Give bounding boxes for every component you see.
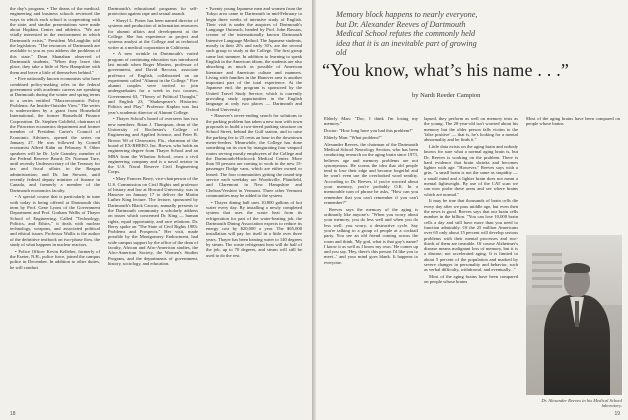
- left-page: [0, 0, 312, 420]
- paragraph: Little data exists on the aging brain and nobody knows for sure what a normal aging brain is, but Dr. Reeves is working on the problem. There is hard evidence that brain shrinks and becomes lighter with age. "However," Reeves says with a grin, "a small brain is not the same as stupidity — a small mind and a lighter brain does not mean a mental lightweight. By use of the CAT scan we can now probe these areas and see where brains which are normal.": [424, 143, 518, 197]
- paragraph: lapsed, they perform as well on memory tests as the young. The 20-year-old isn't worried about his memory but the older person falls victim to the 'false positive' — that is, he's looking for a mental abnormality and he finds it.": [424, 116, 518, 143]
- photo-figure-tie: [575, 301, 579, 327]
- photo-figure-hair: [564, 263, 590, 273]
- right-page: [316, 0, 628, 420]
- left-column-1: [10, 6, 100, 272]
- paragraph: • Mary Frances Berry, vice-chairperson of the U.S. Commission on Civil Rights and professor of history and law at Howard University, was in Hanover on January 17 to deliver the Martin Luther King lecture. The lecture, sponsored by Dartmouth's Black Caucus, annually presents to the Dartmouth community a scholarly address on issues which concerned Dr. King — human rights, equal opportunity, and race relations. Dr. Berry spoke on "The State of Civil Rights 1983: Problems and Prospects." Her visit, made possible by the Montgomery Endowment, had wide campus support by the office of the dean of faculty, African and Afro-American studies, the Afro-American Society, the Women's Studies Program, and the departments of government, history, sociology, and education.: [108, 176, 198, 266]
- portrait-photo: [526, 235, 622, 395]
- left-column-3: [206, 6, 302, 259]
- paragraph: Most of the aging brains have been compared on people whose brains: [526, 116, 620, 127]
- paragraph: Doctor: "How long have you had this problem?": [324, 128, 414, 134]
- paragraph: • Police Officer Kevin Kelleher, formerly of the Exeter, N.H., police force, joined the campus police in December. In addition to other duties, he will conduct: [10, 248, 100, 270]
- paragraph: Reeves says the memory of the aging is ordinarily like anyone's: "When you worry about your memory, you do less well and when you do less well, you worry, a destructive cycle. Say you're talking to a group of people at a cocktail party. You see an old friend coming across the room and think, 'My god, what is that guy's name? I know it as well as I know my own.' He comes up and you say, 'Hey, there's this person I'd like you to meet...' and your mind goes blank. It happens to everyone.: [324, 206, 418, 265]
- article-title: “You know, what’s his name . . .”: [322, 60, 570, 80]
- paragraph: • A new wrinkle in Dartmouth's varied program of continuing education was introduced last month when Roger Masters, professor of government, and David Baccara, associate professor of English, collaborated on an experiment called "Alumni in the College." Five alumni couples were invited to join undergraduates for a week in two courses, Government 63, "Theory of Political Thought," and English 23, "Shakespeare's Histories: Politics and Play." Professor Kaplan was last year's academic director of Alumni College.: [108, 51, 198, 115]
- right-column-3: [526, 116, 620, 230]
- paragraph: • A special course that is particularly in tune with today is being offered at Dartmouth this term by Prof. Gene Lyons of the Government Department and Prof. Graham Wallis of Thayer School of Engineering. Called "Technology, Politics, and Ethics," it deals with nuclear technology, weapons, and associated political and ethical issues. Professor Wallis is the author of the definitive textbook on two-phase flow, the study of what happens in nuclear reactors.: [10, 194, 100, 248]
- paragraph: • Twenty young Japanese men and women from the Tokyo area came to Dartmouth in mid-February to begin three weeks of intensive study of English. Their visit is under the auspices of Dartmouth's Language Outreach, headed by Prof. John Rassias, creator of the internationally known Dartmouth Intensive Language Method. The Japanese students, mostly in their 20's and early 30's, are the second such group to study at the College. The first group came last summer. In addition to learning to speak English in the American idiom, the students are also absorbing as much as possible of American literature and American culture and manners. Living with families in the Hanover area is another important part of the total experience. At the Japanese end, the program is sponsored by the United Travel Study Service, which is currently providing study opportunities in the English language at only two places — Dartmouth and Oxford University.: [206, 6, 302, 112]
- article-byline: by Nardi Reeder Campion: [412, 92, 481, 99]
- right-column-1: [324, 116, 418, 267]
- page-number-left: 18: [10, 411, 16, 417]
- page-number-right: 19: [614, 411, 620, 417]
- paragraph: • Hanover's never-ending search for solutions to the parking problem has taken a new turn with town proposals to build a two-tiered parking structure on School Street, behind the Gulf station, and to raise the parking fee to 25 cents an hour in the downtown meter-feeders. Meanwhile, the College has done something on its own by inaugurating four vanpool routes serving mostly employees of the College and the Dartmouth-Hitchcock Medical Center. More than 50 persons are coming to work in the new 15-passenger Dodge vans, which are either owned or leased. The four communities getting the round-trip service each weekday are Woodsville, Plainfield, and Claremont in New Hampshire and Chelsea/Vershire in Vermont. Three other Vermont communities may be added to the system.: [206, 113, 302, 198]
- paragraph: • Five nationally known economists who have combined policy-making roles in the federal government with academic careers are speaking at Dartmouth during the winter and spring terms in a series entitled "Macroeconomic Policy Problems: An Insider-Outsider View." The series is underwritten by a grant from Household International, the former Household Finance Corporation. Dr. Stephen Goldfeld, chairman of the Princeton economics department and former member of President Carter's Council of Economic Advisers, opened the series on January 27. He was followed by Cornell economist Alfred Kahn on February 9. Other speakers will be Dr. Lyle Gramley, member of the Federal Reserve Board; Dr. Norman Ture, until recently Undersecretary of the Treasury for tax and fiscal affairs in the Reagan administration; and Dr. Ian Stewart, until recently federal deputy minister of finance in Canada, and formerly a member of the Dartmouth economics faculty.: [10, 76, 100, 193]
- paragraph: It may be true that thousands of brain cells die every day after we pass middle age, but even then the news is good. Reeves says that our brain cells number in the billion. "You can lose 10,000 brain cells a day and still have more than you need to function admirably. Of the 25 million Americans over 65 only about 15 percent will develop serious problems with their mental processes and two-thirds of them are treatable. Of course Alzheimer's disease means malignant loss of memory, but it is a disease, not accelerated aging. It is limited to about 5 percent of the population and marked by severe changes in personality and behavior, such as verbal difficulty, withdrawal, and eventually...": [424, 198, 518, 273]
- paragraph: the day's program. • The deans of the medical, engineering and business schools reviewed the ways in which each school is cooperating with the state, and similar presentations were made about Hopkins Center and athletics. "We are vitally interested in the environment in which Dartmouth exists," President McLaughlin told the legislators. "The resources of Dartmouth are available to you as you address the problems of this state." Dean Shanahan observed of Dartmouth students, "When they leave this place, they take a little of New Hampshire with them and leave a little of themselves behind.": [10, 6, 100, 75]
- paragraph: • Thayer School's board of overseers has two new members: Brian J. Thompson, dean of the University of Rochester's College of Engineering and Applied Science, and Peter B. Brown '69 of Clearwater, Fla., chairman of the board of EX-RHEEO, Inc. Brown, who holds an engineering degree from Thayer School and an MBA from the Wharton School, owns a civil engineering company and is a naval aviator in the U.S. Naval Reserve Civil Engineering Corps.: [108, 116, 198, 175]
- paragraph: Most of the aging brains have been compared on people whose brains: [424, 274, 518, 285]
- paragraph: • Thayer dining hall uses 10,800 gallons of hot water every day. By installing a newly completed system that uses the waste heat from its refrigeration for part of the water-heating job, the Dartmouth Dining Association expects to reduce its energy cost by $20,000 a year. The $65,000 installation will pay for itself in a little over three years. Thayer has been heating water to 140 degrees by steam. The waste refrigerant heat will do half of the job, up to 70 degrees, and steam will still be used to do the rest.: [206, 199, 302, 258]
- photo-caption: Dr. Alexander Reeves in his Medical School laboratory.: [541, 398, 622, 408]
- right-column-2: [424, 116, 518, 286]
- paragraph: • Sheryl L. Porter has been named director of systems and production of information resources for alumni affairs and development at the College. She has experience as project and systems analyst at the College and as technical writer at a medical corporation in California.: [108, 18, 198, 50]
- photo-shelf: [532, 253, 562, 293]
- paragraph: Alexander Reeves, the chairman of the Dartmouth Medical School Neurology Section, who has been conducting research on the aging brain since 1973, believes age and memory problems are not synonymous. He scorns the idea that old people tend to lose their edge and become forgetful and he won't even use the overlooked word senility. According to Dr. Reeves, if you're worried about your memory, you're probably O.K. In a memorable turn of phrase he asks, "How can you remember that you can't remember if you can't remember?": [324, 141, 418, 205]
- paragraph: Elderly Man: "Doc, I think I'm losing my memory.": [324, 116, 418, 127]
- paragraph: Dartmouth's educational programs for self-protection against rape and sexual assault.: [108, 6, 198, 17]
- article-deck: Memory block happens to nearly everyone, but Dr. Alexander Reeves of Dartmouth Medical School refutes the commonly held idea that it is an inevitable part of growing old: [336, 10, 478, 57]
- left-column-2: [108, 6, 198, 268]
- paragraph: Elderly Man: "What problem?": [324, 134, 382, 140]
